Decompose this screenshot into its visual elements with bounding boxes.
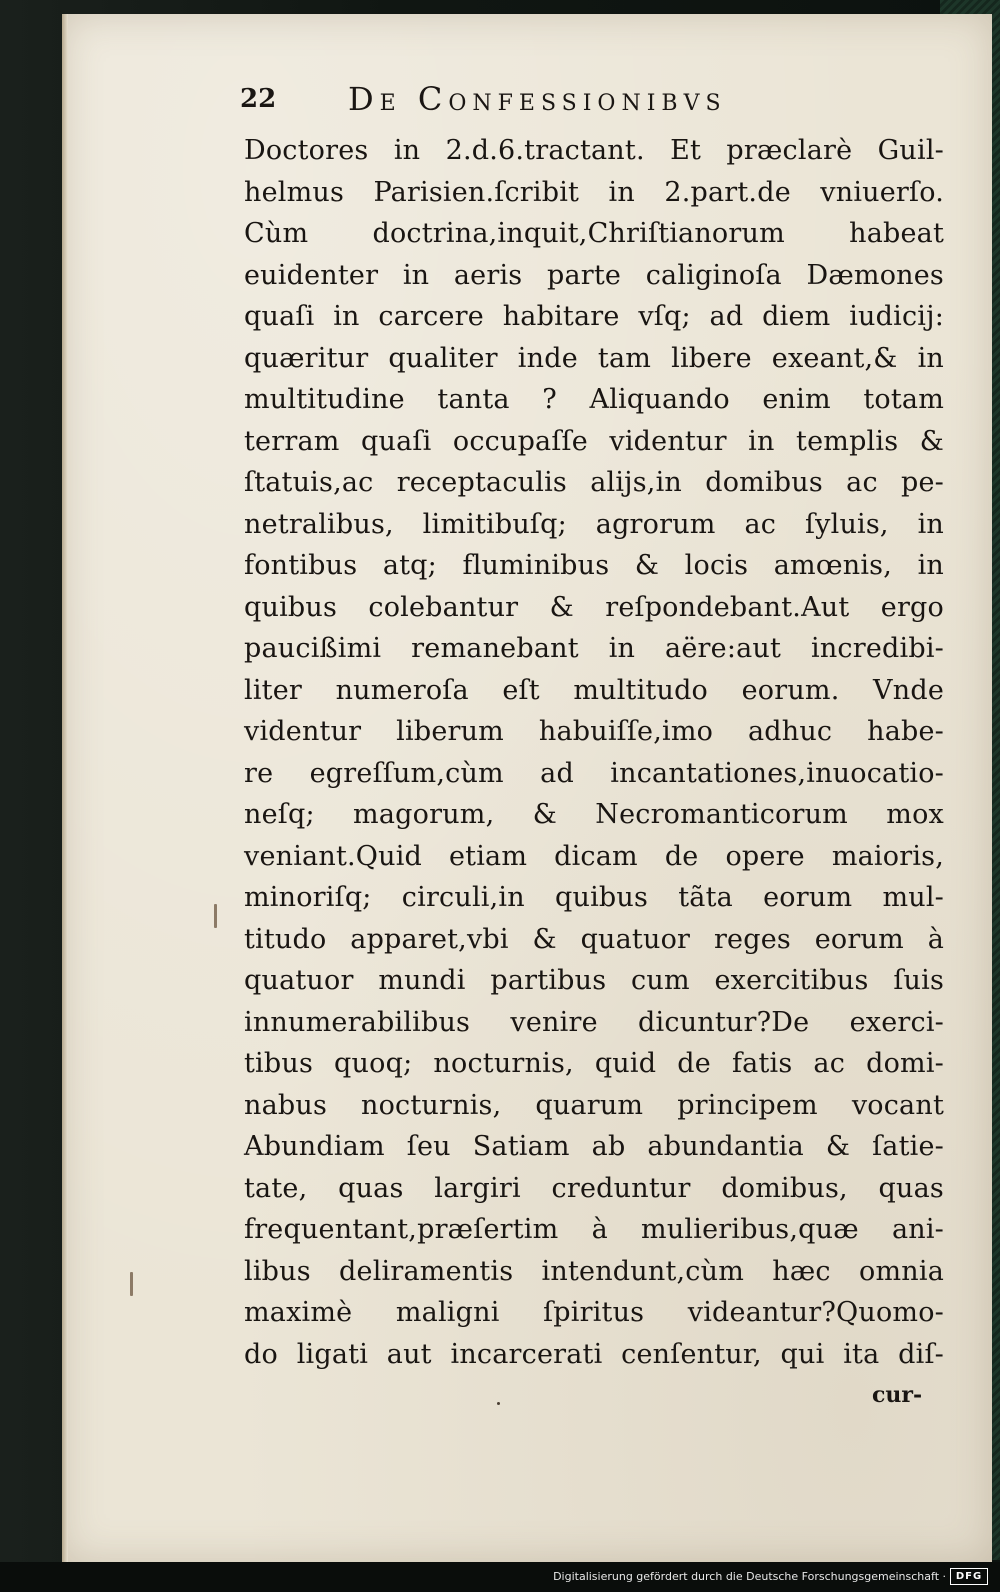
body-text xyxy=(244,130,944,1375)
text-line: quatuor mundi partibus cum exercitibus ſuis xyxy=(244,965,944,996)
dfg-logo: DFG xyxy=(950,1568,988,1585)
page-gutter-edge xyxy=(62,14,68,1562)
text-line: quaſi in carcere habitare vſq; ad diem iudicij: xyxy=(244,301,944,332)
text-line: quibus colebantur & reſpondebant.Aut ergo xyxy=(244,591,944,623)
text-line: terram quaſi occupaſſe videntur in templis & xyxy=(244,425,944,457)
text-line: quæritur qualiter inde tam libere exeant,& in xyxy=(244,342,944,374)
text-line: paucißimi remanebant in aëre:aut incredibi- xyxy=(244,633,944,664)
text-line: veniant.Quid etiam dicam de opere maioris, xyxy=(244,840,944,872)
text-line: do ligati aut incarcerati cenſentur, qui ita diſ- xyxy=(244,1338,944,1370)
text-line: re egreſſum,cùm ad incantationes,inuocatio- xyxy=(244,757,944,789)
text-line: netralibus, limitibuſq; agrorum ac ſyluis, in xyxy=(244,508,944,540)
running-head-title: De Confessionibvs xyxy=(348,80,727,118)
text-line: frequentant,præſertim à mulieribus,quæ ani- xyxy=(244,1214,944,1245)
text-line: Abundiam ſeu Satiam ab abundantia & ſatie- xyxy=(244,1131,944,1162)
digitization-credit: Digitalisierung gefördert durch die Deutsche Forschungsgemeinschaft · xyxy=(553,1570,946,1583)
ink-mark xyxy=(130,1272,133,1296)
text-line: tibus quoq; nocturnis, quid de fatis ac domi- xyxy=(244,1048,944,1079)
text-line: minoriſq; circuli,in quibus tãta eorum mul- xyxy=(244,882,944,913)
running-head xyxy=(240,80,940,124)
text-line: tate, quas largiri creduntur domibus, quas xyxy=(244,1172,944,1204)
text-line: fontibus atq; fluminibus & locis amœnis, in xyxy=(244,550,944,581)
text-line: libus deliramentis intendunt,cùm hæc omnia xyxy=(244,1255,944,1287)
text-line: neſq; magorum, & Necromanticorum mox xyxy=(244,799,944,830)
text-line: maximè maligni ſpiritus videantur?Quomo- xyxy=(244,1297,944,1328)
catchword: cur- xyxy=(872,1382,923,1408)
text-line: Cùm doctrina,inquit,Chriſtianorum habeat xyxy=(244,218,944,249)
text-line: euidenter in aeris parte caliginoſa Dæmones xyxy=(244,259,944,291)
ink-mark xyxy=(214,904,217,928)
text-line: ſtatuis,ac receptaculis alijs,in domibus ac pe- xyxy=(244,467,944,498)
text-line: Doctores in 2.d.6.tractant. Et præclarè Guil- xyxy=(244,135,944,166)
text-line: innumerabilibus venire dicuntur?De exerci- xyxy=(244,1006,944,1038)
text-line: nabus nocturnis, quarum principem vocant xyxy=(244,1089,944,1121)
page-number: 22 xyxy=(240,84,277,114)
text-line: titudo apparet,vbi & quatuor reges eorum à xyxy=(244,923,944,955)
ink-dot xyxy=(497,1402,500,1405)
text-line: multitudine tanta ? Aliquando enim totam xyxy=(244,384,944,415)
text-line: helmus Parisien.ſcribit in 2.part.de vniuerſo. xyxy=(244,176,944,208)
text-line: liter numeroſa eſt multitudo eorum. Vnde xyxy=(244,674,944,706)
text-line: videntur liberum habuiſſe,imo adhuc habe- xyxy=(244,716,944,747)
